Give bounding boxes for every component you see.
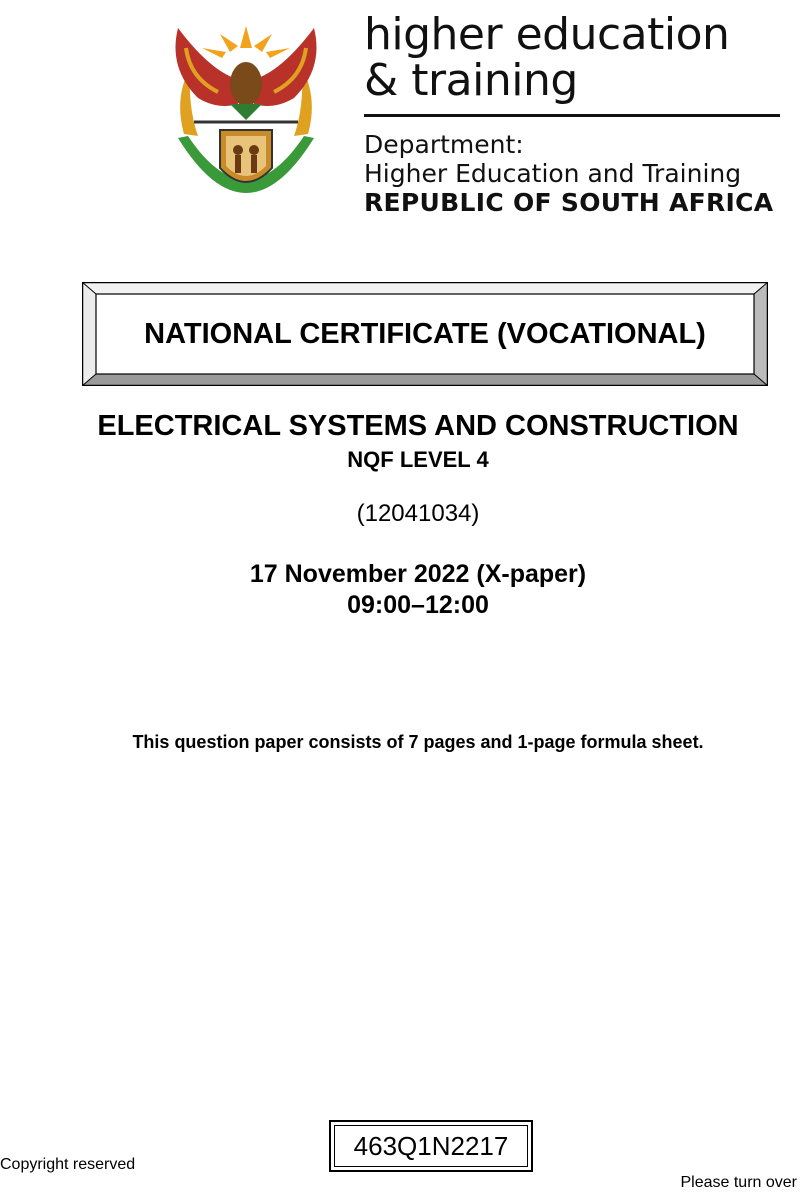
- dept-line-1: Department:: [364, 130, 524, 159]
- coat-of-arms-icon: [158, 18, 334, 222]
- department-branding: [364, 9, 784, 217]
- crest-motto: !KE E: /XARRA //KE: [208, 189, 284, 206]
- certificate-title-box: [82, 282, 768, 386]
- dept-line-2: Higher Education and Training: [364, 159, 742, 188]
- paper-code: 463Q1N2217: [334, 1125, 528, 1167]
- exam-time: 09:00–12:00: [347, 591, 489, 619]
- copyright-notice: Copyright reserved: [0, 1156, 136, 1173]
- brand-divider: [364, 114, 780, 117]
- exam-date: 17 November 2022 (X-paper): [249, 560, 587, 588]
- dept-line-3: REPUBLIC OF SOUTH AFRICA: [364, 188, 774, 217]
- paper-code-box: [329, 1120, 533, 1172]
- nqf-level: NQF LEVEL 4: [347, 447, 489, 472]
- subject-title: ELECTRICAL SYSTEMS AND CONSTRUCTION: [97, 410, 739, 442]
- brand-line-2: & training: [364, 55, 578, 106]
- paper-info: This question paper consists of 7 pages and 1-page formula sheet.: [132, 732, 704, 752]
- certificate-title: NATIONAL CERTIFICATE (VOCATIONAL): [144, 317, 706, 350]
- subject-code: (12041034): [356, 500, 480, 527]
- brand-line-1: higher education: [364, 9, 730, 60]
- department-name: [364, 130, 773, 217]
- turn-over-notice: Please turn over: [680, 1174, 797, 1191]
